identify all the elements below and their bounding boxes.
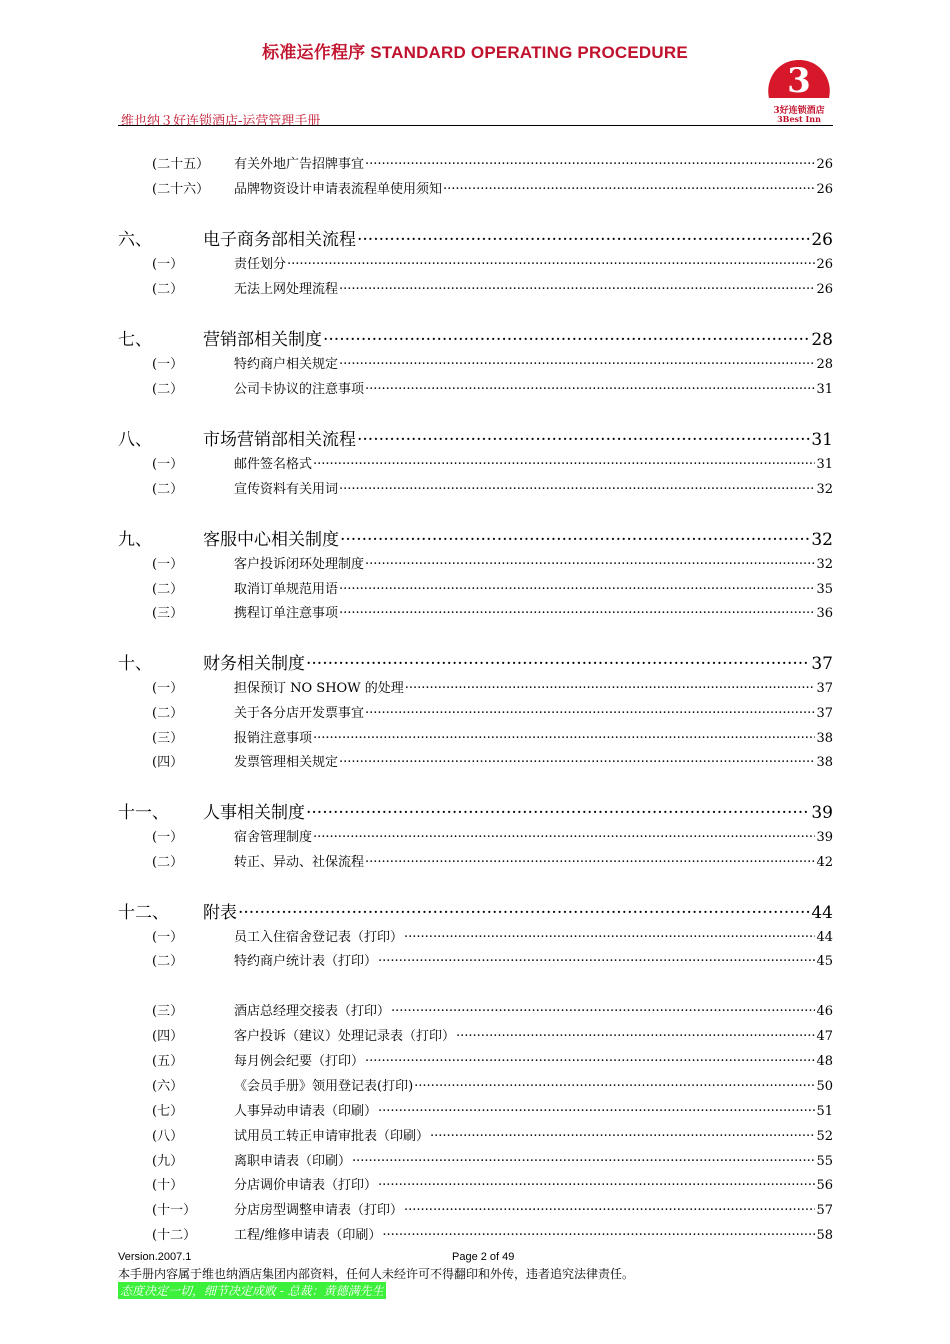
toc-entry-page: 44 xyxy=(811,903,833,923)
toc-entry[interactable] xyxy=(118,602,833,620)
toc-entry-page: 37 xyxy=(816,706,833,721)
toc-entry-number: (七） xyxy=(152,1104,184,1119)
toc-entry-number: (二） xyxy=(152,382,184,397)
toc-dot-leader xyxy=(365,703,815,717)
footer-notice: 本手册内容属于维也纳酒店集团内部资料，任何人未经许可不得翻印和外传，违者追究法律责任。 xyxy=(118,1267,635,1281)
toc-entry-label: 责任划分 xyxy=(234,257,287,272)
toc-entry-page: 47 xyxy=(816,1029,833,1044)
toc-entry-label: 担保预订 NO SHOW 的处理 xyxy=(234,681,404,696)
toc-dot-leader xyxy=(306,651,810,669)
toc-entry-label: 酒店总经理交接表（打印） xyxy=(234,1004,391,1019)
toc-entry-label: 客服中心相关制度 xyxy=(203,530,339,550)
toc-entry-number: 十二、 xyxy=(118,903,169,923)
toc-dot-leader xyxy=(378,1175,815,1189)
toc-section[interactable] xyxy=(118,649,833,673)
toc-entry-page: 26 xyxy=(816,182,833,197)
toc-dot-leader xyxy=(378,951,815,965)
toc-entry-label: 品牌物资设计申请表流程单使用须知 xyxy=(234,182,443,197)
page-title: 标准运作程序 STANDARD OPERATING PROCEDURE xyxy=(262,43,688,62)
toc-entry-label: 取消订单规范用语 xyxy=(234,582,339,597)
toc-section[interactable] xyxy=(118,425,833,449)
toc-dot-leader xyxy=(339,603,815,617)
toc-dot-leader xyxy=(404,1200,815,1214)
toc-entry[interactable] xyxy=(118,751,833,769)
toc-entry[interactable] xyxy=(118,453,833,471)
toc-dot-leader xyxy=(443,179,815,193)
toc-entry-number: (二） xyxy=(152,706,184,721)
toc-dot-leader xyxy=(339,752,815,766)
toc-entry-number: (一） xyxy=(152,257,184,272)
toc-entry-number: (六） xyxy=(152,1079,184,1094)
toc-entry-label: 电子商务部相关流程 xyxy=(203,230,356,250)
toc-dot-leader xyxy=(378,1101,815,1115)
toc-entry-label: 邮件签名格式 xyxy=(234,457,313,472)
toc-entry-label: 特约商户统计表（打印） xyxy=(234,954,378,969)
toc-entry-number: (二十五） xyxy=(152,157,210,172)
toc-entry[interactable] xyxy=(118,1075,833,1093)
toc-entry[interactable] xyxy=(118,153,833,171)
toc-entry[interactable] xyxy=(118,1174,833,1192)
toc-entry-label: 发票管理相关规定 xyxy=(234,755,339,770)
toc-entry-number: (一） xyxy=(152,457,184,472)
toc-entry-number: 七、 xyxy=(118,330,152,350)
toc-entry-label: 分店房型调整申请表（打印） xyxy=(234,1203,404,1218)
toc-entry-number: (十） xyxy=(152,1178,184,1193)
toc-entry-number: 六、 xyxy=(118,230,152,250)
toc-entry-number: (一） xyxy=(152,930,184,945)
toc-entry-number: (一） xyxy=(152,830,184,845)
toc-section[interactable] xyxy=(118,798,833,822)
toc-entry-label: 《会员手册》领用登记表(打印) xyxy=(234,1079,414,1094)
toc-entry-label: 报销注意事项 xyxy=(234,731,313,746)
toc-entry-page: 32 xyxy=(816,557,833,572)
toc-dot-leader xyxy=(357,427,810,445)
toc-dot-leader xyxy=(382,1225,815,1239)
toc-entry-number: (一） xyxy=(152,681,184,696)
toc-dot-leader xyxy=(365,154,815,168)
toc-dot-leader xyxy=(365,379,815,393)
toc-entry-page: 31 xyxy=(816,457,833,472)
toc-entry-page: 45 xyxy=(816,954,833,969)
toc-entry-page: 39 xyxy=(811,803,833,823)
toc-entry-page: 26 xyxy=(816,257,833,272)
toc-entry-page: 55 xyxy=(816,1154,833,1169)
toc-entry[interactable] xyxy=(118,1025,833,1043)
toc-entry-number: (二） xyxy=(152,282,184,297)
toc-entry-page: 48 xyxy=(816,1054,833,1069)
toc-entry-label: 员工入住宿舍登记表（打印） xyxy=(234,930,404,945)
manual-subtitle: 维也纳３好连锁酒店-运营管理手册 xyxy=(121,114,321,129)
toc-entry-label: 试用员工转正申请审批表（印刷） xyxy=(234,1129,430,1144)
toc-entry-page: 35 xyxy=(816,582,833,597)
footer-version: Version.2007.1 xyxy=(118,1251,192,1263)
toc-entry-label: 关于各分店开发票事宜 xyxy=(234,706,365,721)
toc-entry-label: 携程订单注意事项 xyxy=(234,606,339,621)
toc-dot-leader xyxy=(323,327,810,345)
toc-entry[interactable] xyxy=(118,553,833,571)
toc-entry-page: 37 xyxy=(811,654,833,674)
toc-entry-number: (八） xyxy=(152,1129,184,1144)
toc-dot-leader xyxy=(357,227,810,245)
toc-entry-label: 人事异动申请表（印刷） xyxy=(234,1104,378,1119)
toc-entry-number: (二） xyxy=(152,582,184,597)
toc-entry[interactable] xyxy=(118,826,833,844)
footer-page-number: Page 2 of 49 xyxy=(452,1251,515,1263)
toc-dot-leader xyxy=(339,354,815,368)
toc-dot-leader xyxy=(340,527,810,545)
toc-entry-number: (九） xyxy=(152,1154,184,1169)
toc-entry-label: 市场营销部相关流程 xyxy=(203,430,356,450)
toc-entry-number: (二十六） xyxy=(152,182,210,197)
toc-entry[interactable] xyxy=(118,378,833,396)
toc-dot-leader xyxy=(313,728,815,742)
toc-entry-label: 特约商户相关规定 xyxy=(234,357,339,372)
toc-entry-label: 转正、异动、社保流程 xyxy=(234,855,365,870)
toc-entry-label: 工程/维修申请表（印刷） xyxy=(234,1228,382,1243)
toc-entry-number: (三） xyxy=(152,731,184,746)
toc-entry-number: 十一、 xyxy=(118,803,169,823)
toc-dot-leader xyxy=(365,554,815,568)
toc-entry-number: (三） xyxy=(152,1004,184,1019)
toc-entry-page: 32 xyxy=(816,482,833,497)
toc-entry-page: 31 xyxy=(816,382,833,397)
toc-entry-label: 财务相关制度 xyxy=(203,654,305,674)
toc-entry-page: 39 xyxy=(816,830,833,845)
toc-entry-page: 46 xyxy=(816,1004,833,1019)
toc-entry[interactable] xyxy=(118,278,833,296)
toc-entry-page: 26 xyxy=(811,230,833,250)
toc-dot-leader xyxy=(430,1126,815,1140)
toc-entry-number: (四） xyxy=(152,755,184,770)
toc-entry-number: 八、 xyxy=(118,430,152,450)
toc-dot-leader xyxy=(287,254,815,268)
logo-numeral: 3 xyxy=(787,61,811,101)
footer-slogan: 态度决定一切，细节决定成败 - 总裁：黄德满先生 xyxy=(120,1284,384,1298)
toc-entry[interactable] xyxy=(118,578,833,596)
toc-entry-page: 50 xyxy=(816,1079,833,1094)
toc-entry[interactable] xyxy=(118,353,833,371)
toc-dot-leader xyxy=(238,900,810,918)
toc-entry-page: 52 xyxy=(816,1129,833,1144)
toc-entry-page: 28 xyxy=(811,330,833,350)
toc-entry[interactable] xyxy=(118,677,833,695)
toc-entry-number: 十、 xyxy=(118,654,152,674)
toc-entry-number: (三） xyxy=(152,606,184,621)
toc-entry-number: (二） xyxy=(152,855,184,870)
toc-dot-leader xyxy=(339,279,815,293)
toc-dot-leader xyxy=(339,479,815,493)
toc-entry-label: 公司卡协议的注意事项 xyxy=(234,382,365,397)
toc-entry-number: (四） xyxy=(152,1029,184,1044)
toc-entry-page: 51 xyxy=(816,1104,833,1119)
toc-entry-page: 57 xyxy=(816,1203,833,1218)
toc-dot-leader xyxy=(391,1001,815,1015)
toc-entry[interactable] xyxy=(118,926,833,944)
toc-dot-leader xyxy=(414,1076,815,1090)
toc-section[interactable] xyxy=(118,225,833,249)
toc-section[interactable] xyxy=(118,525,833,549)
toc-entry[interactable] xyxy=(118,1100,833,1118)
toc-entry-number: (五） xyxy=(152,1054,184,1069)
toc-entry-page: 58 xyxy=(816,1228,833,1243)
toc-entry[interactable] xyxy=(118,178,833,196)
toc-entry[interactable] xyxy=(118,1224,833,1242)
toc-entry-label: 附表 xyxy=(203,903,237,923)
toc-entry-label: 有关外地广告招牌事宜 xyxy=(234,157,365,172)
toc-dot-leader xyxy=(352,1151,815,1165)
toc-entry-number: 九、 xyxy=(118,530,152,550)
toc-entry-page: 26 xyxy=(816,282,833,297)
header-divider xyxy=(118,125,833,126)
toc-entry-page: 28 xyxy=(816,357,833,372)
toc-entry-label: 无法上网处理流程 xyxy=(234,282,339,297)
toc-section[interactable] xyxy=(118,898,833,922)
toc-entry-label: 营销部相关制度 xyxy=(203,330,322,350)
toc-entry[interactable] xyxy=(118,478,833,496)
toc-entry[interactable] xyxy=(118,1000,833,1018)
toc-entry-page: 31 xyxy=(811,430,833,450)
toc-entry[interactable] xyxy=(118,851,833,869)
toc-dot-leader xyxy=(313,827,815,841)
toc-section[interactable] xyxy=(118,325,833,349)
toc-entry-page: 42 xyxy=(816,855,833,870)
toc-entry-label: 分店调价申请表（打印） xyxy=(234,1178,378,1193)
toc-dot-leader xyxy=(404,927,815,941)
toc-dot-leader xyxy=(365,852,815,866)
toc-entry[interactable] xyxy=(118,950,833,968)
toc-dot-leader xyxy=(306,800,810,818)
toc-entry-number: (十二） xyxy=(152,1228,197,1243)
toc-entry-label: 客户投诉（建议）处理记录表（打印） xyxy=(234,1029,456,1044)
toc-entry-number: (十一） xyxy=(152,1203,197,1218)
logo-text-cn: 3好连锁酒店 xyxy=(773,106,825,116)
toc-entry[interactable] xyxy=(118,1150,833,1168)
toc-entry-label: 每月例会纪要（打印） xyxy=(234,1054,365,1069)
toc-entry-page: 56 xyxy=(816,1178,833,1193)
toc-entry[interactable] xyxy=(118,702,833,720)
toc-entry-number: (一） xyxy=(152,557,184,572)
toc-entry-number: (二） xyxy=(152,954,184,969)
toc-entry-page: 36 xyxy=(816,606,833,621)
toc-entry-label: 宿舍管理制度 xyxy=(234,830,313,845)
toc-entry-page: 32 xyxy=(811,530,833,550)
toc-dot-leader xyxy=(405,678,816,692)
toc-entry[interactable] xyxy=(118,1050,833,1068)
toc-entry[interactable] xyxy=(118,1199,833,1217)
toc-entry[interactable] xyxy=(118,1125,833,1143)
toc-dot-leader xyxy=(365,1051,815,1065)
toc-entry-page: 38 xyxy=(816,755,833,770)
toc-entry-page: 44 xyxy=(816,930,833,945)
toc-entry[interactable] xyxy=(118,253,833,271)
toc-entry-label: 离职申请表（印刷） xyxy=(234,1154,352,1169)
toc-entry-label: 人事相关制度 xyxy=(203,803,305,823)
toc-entry-label: 客户投诉闭环处理制度 xyxy=(234,557,365,572)
toc-entry-page: 38 xyxy=(816,731,833,746)
logo-text-en: 3Best Inn xyxy=(777,114,821,124)
toc-dot-leader xyxy=(456,1026,815,1040)
toc-entry[interactable] xyxy=(118,727,833,745)
toc-dot-leader xyxy=(313,454,815,468)
toc-entry-page: 26 xyxy=(816,157,833,172)
toc-entry-page: 37 xyxy=(816,681,833,696)
toc-entry-label: 宣传资料有关用词 xyxy=(234,482,339,497)
toc-dot-leader xyxy=(339,579,815,593)
toc-entry-number: (二） xyxy=(152,482,184,497)
toc-entry-number: (一） xyxy=(152,357,184,372)
